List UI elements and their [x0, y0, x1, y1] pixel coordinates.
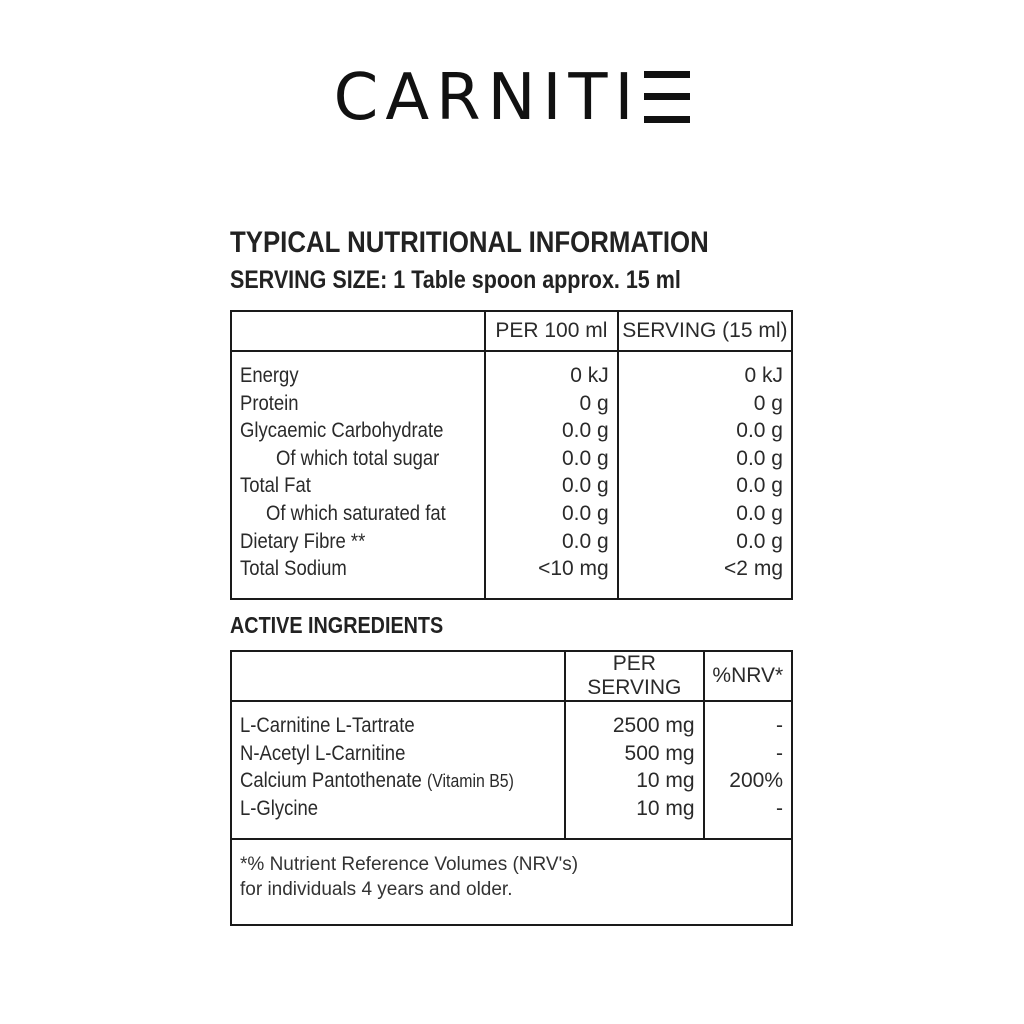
footnote-row	[231, 839, 792, 925]
nutrient-value: 0.0 g	[736, 529, 783, 553]
active-header-row	[231, 651, 792, 701]
serving-size-label: SERVING SIZE:	[230, 266, 388, 294]
footnote-line: for individuals 4 years and older.	[240, 879, 513, 900]
nutrition-header-row	[231, 311, 792, 351]
nutrient-value: 0.0 g	[736, 474, 783, 498]
nutrition-header-per100: PER 100 ml	[485, 311, 618, 351]
active-serving-values	[565, 701, 704, 839]
nutrition-labels	[231, 351, 485, 599]
serving-size-value: 1 Table spoon approx. 15 ml	[393, 266, 681, 294]
active-labels	[231, 701, 565, 839]
ingredient-label-note: (Vitamin B5)	[426, 771, 514, 792]
nutrient-value: 0 g	[579, 391, 609, 415]
nutrient-label: Dietary Fibre **	[240, 529, 366, 553]
nutrition-header-blank	[231, 311, 485, 351]
nrv-value: -	[776, 796, 783, 820]
nutrient-label: Of which total sugar	[276, 446, 440, 470]
footnote	[231, 839, 792, 925]
ingredient-label: N-Acetyl L-Carnitine	[240, 741, 406, 765]
active-header-blank	[231, 651, 565, 701]
brand-logo	[0, 58, 1024, 138]
active-header-per-serving: PER SERVING	[565, 651, 704, 701]
active-ingredients-title: ACTIVE INGREDIENTS	[230, 612, 444, 638]
footnote-line: *% Nutrient Reference Volumes (NRV's)	[240, 854, 579, 875]
nutrient-value: 0.0 g	[736, 419, 783, 443]
nrv-value: 200%	[729, 769, 783, 793]
nutrition-body-row	[231, 351, 792, 599]
ingredient-value: 500 mg	[624, 741, 695, 765]
nrv-value: -	[776, 741, 783, 765]
nutrient-label: Total Sodium	[240, 557, 347, 581]
active-nrv-values	[704, 701, 792, 839]
nutrient-value: 0.0 g	[736, 501, 783, 525]
nutrient-label: Glycaemic Carbohydrate	[240, 419, 444, 443]
ingredient-label: L-Glycine	[240, 796, 319, 820]
serving-size	[230, 266, 681, 295]
nutrition-title: TYPICAL NUTRITIONAL INFORMATION	[230, 226, 709, 259]
nutrient-value: 0.0 g	[562, 446, 609, 470]
nutrient-value: 0.0 g	[562, 474, 609, 498]
ingredient-value: 2500 mg	[612, 714, 695, 737]
logo-stylized-e	[644, 71, 690, 123]
ingredient-value: 10 mg	[636, 796, 695, 820]
ingredient-label: Calcium Pantothenate	[240, 769, 422, 793]
active-header-nrv: %NRV*	[704, 651, 792, 701]
nutrition-per100-values	[485, 351, 618, 599]
ingredient-label: L-Carnitine L-Tartrate	[240, 714, 415, 737]
nutrient-value: <2 mg	[724, 557, 783, 581]
active-body-row	[231, 701, 792, 839]
nutrient-value: <10 mg	[538, 557, 609, 581]
nrv-value: -	[776, 714, 783, 737]
nutrient-value: 0.0 g	[736, 446, 783, 470]
active-ingredients-table	[230, 650, 793, 926]
nutrient-value: 0 kJ	[570, 364, 609, 387]
ingredient-value: 10 mg	[636, 769, 695, 793]
nutrient-label: Of which saturated fat	[266, 501, 446, 525]
nutrient-label: Total Fat	[240, 474, 311, 498]
nutrient-label: Energy	[240, 364, 299, 387]
nutrient-value: 0.0 g	[562, 529, 609, 553]
nutrient-value: 0 g	[753, 391, 783, 415]
nutrient-value: 0.0 g	[562, 501, 609, 525]
nutrient-label: Protein	[240, 391, 299, 415]
nutrition-table	[230, 310, 793, 600]
nutrition-header-serving: SERVING (15 ml)	[618, 311, 792, 351]
nutrition-serving-values	[618, 351, 792, 599]
logo-text: CARNITI	[333, 61, 641, 135]
nutrient-value: 0.0 g	[562, 419, 609, 443]
nutrient-value: 0 kJ	[744, 364, 783, 387]
